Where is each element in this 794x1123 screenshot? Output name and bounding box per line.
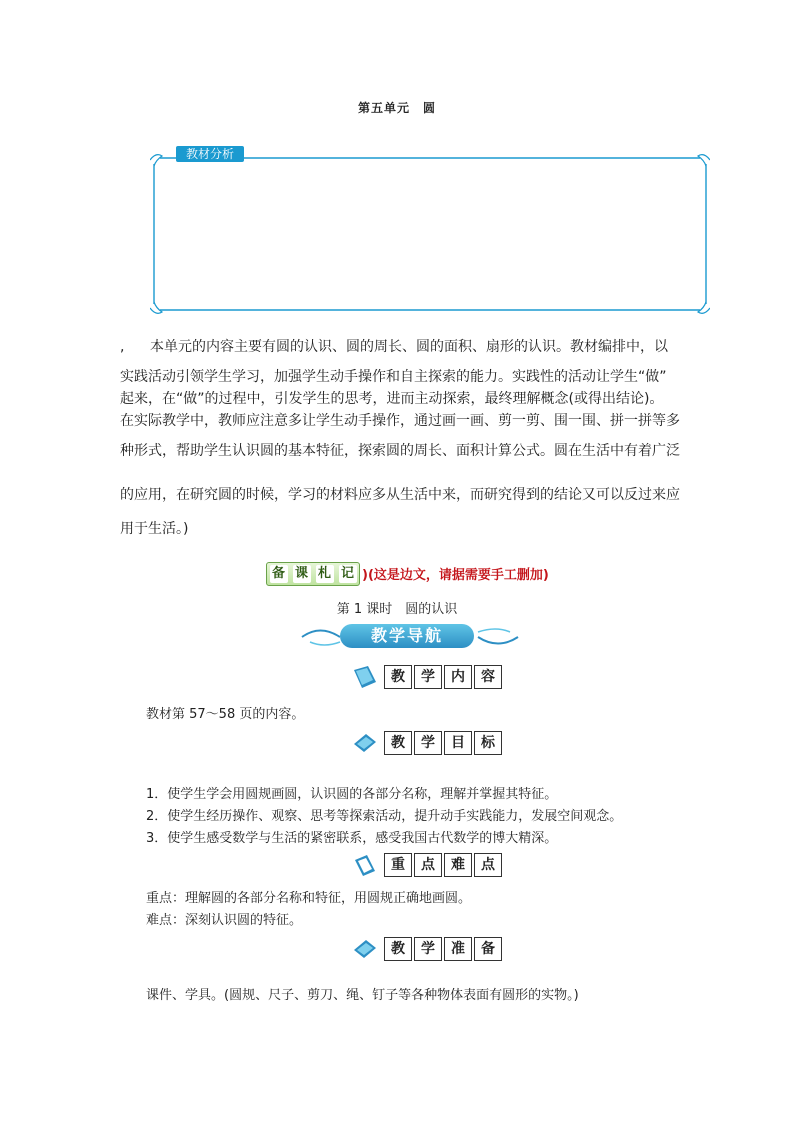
analysis-line: 在实际教学中，教师应注意多让学生动手操作，通过画一画、剪一剪、围一围、拼一拼等多 xyxy=(120,413,680,429)
document-icon xyxy=(352,852,378,878)
heading-char: 教 xyxy=(384,731,412,755)
prep-note-text: )(这是边文，请据需要手工删加) xyxy=(362,568,549,583)
unit-title: 第五单元 圆 xyxy=(357,101,436,115)
heading-char: 目 xyxy=(444,731,472,755)
goal-item: 2．使学生经历操作、观察、思考等探索活动，提升动手实践能力，发展空间观念。 xyxy=(146,809,623,824)
key-focus-text: 重点：理解圆的各部分名称和特征，用圆规正确地画圆。 xyxy=(146,891,472,906)
badge-char: 记 xyxy=(339,565,357,583)
heading-char: 重 xyxy=(384,853,412,877)
analysis-line: 的应用，在研究圆的时候，学习的材料应多从生活中来，而研究得到的结论又可以反过来应 xyxy=(120,487,680,503)
heading-char: 准 xyxy=(444,937,472,961)
content-text: 教材第 57～58 页的内容。 xyxy=(146,707,305,722)
heading-char: 教 xyxy=(384,937,412,961)
heading-char: 点 xyxy=(414,853,442,877)
paper-stack-icon xyxy=(352,936,378,962)
analysis-line: 种形式，帮助学生认识圆的基本特征，探索圆的周长、面积计算公式。圆在生活中有着广泛 xyxy=(120,443,680,459)
lesson-title: 第 1 课时 圆的认识 xyxy=(336,602,458,617)
heading-char: 学 xyxy=(414,731,442,755)
heading-char: 标 xyxy=(474,731,502,755)
prep-note-badge xyxy=(266,562,360,586)
heading-char: 容 xyxy=(474,665,502,689)
goal-item: 1．使学生学会用圆规画圆，认识圆的各部分名称，理解并掌握其特征。 xyxy=(146,787,558,802)
heading-char: 内 xyxy=(444,665,472,689)
analysis-line: 实践活动引领学生学习，加强学生动手操作和自主探索的能力。实践性的活动让学生“做” xyxy=(120,369,667,385)
analysis-line: 起来，在“做”的过程中，引发学生的思考，进而主动探索，最终理解概念(或得出结论)。 xyxy=(120,391,664,407)
preparation-text: 课件、学具。(圆规、尺子、剪刀、绳、钉子等各种物体表面有圆形的实物。) xyxy=(146,988,579,1003)
book-icon xyxy=(352,664,378,690)
analysis-tag: 教材分析 xyxy=(176,146,244,162)
heading-char: 点 xyxy=(474,853,502,877)
badge-char: 备 xyxy=(270,565,288,583)
heading-char: 学 xyxy=(414,665,442,689)
badge-char: 札 xyxy=(316,565,334,583)
key-difficulty-text: 难点：深刻认识圆的特征。 xyxy=(146,913,303,928)
heading-char: 学 xyxy=(414,937,442,961)
analysis-line: 用于生活。) xyxy=(120,521,189,537)
heading-char: 难 xyxy=(444,853,472,877)
analysis-line: 本单元的内容主要有圆的认识、圆的周长、圆的面积、扇形的认识。教材编排中，以 xyxy=(150,339,668,355)
guide-banner-label: 教学导航 xyxy=(340,624,474,648)
paper-stack-icon xyxy=(352,730,378,756)
heading-char: 备 xyxy=(474,937,502,961)
analysis-lead: , xyxy=(120,339,125,355)
goal-item: 3．使学生感受数学与生活的紧密联系，感受我国古代数学的博大精深。 xyxy=(146,831,558,846)
heading-char: 教 xyxy=(384,665,412,689)
analysis-frame xyxy=(150,150,710,318)
badge-char: 课 xyxy=(293,565,311,583)
